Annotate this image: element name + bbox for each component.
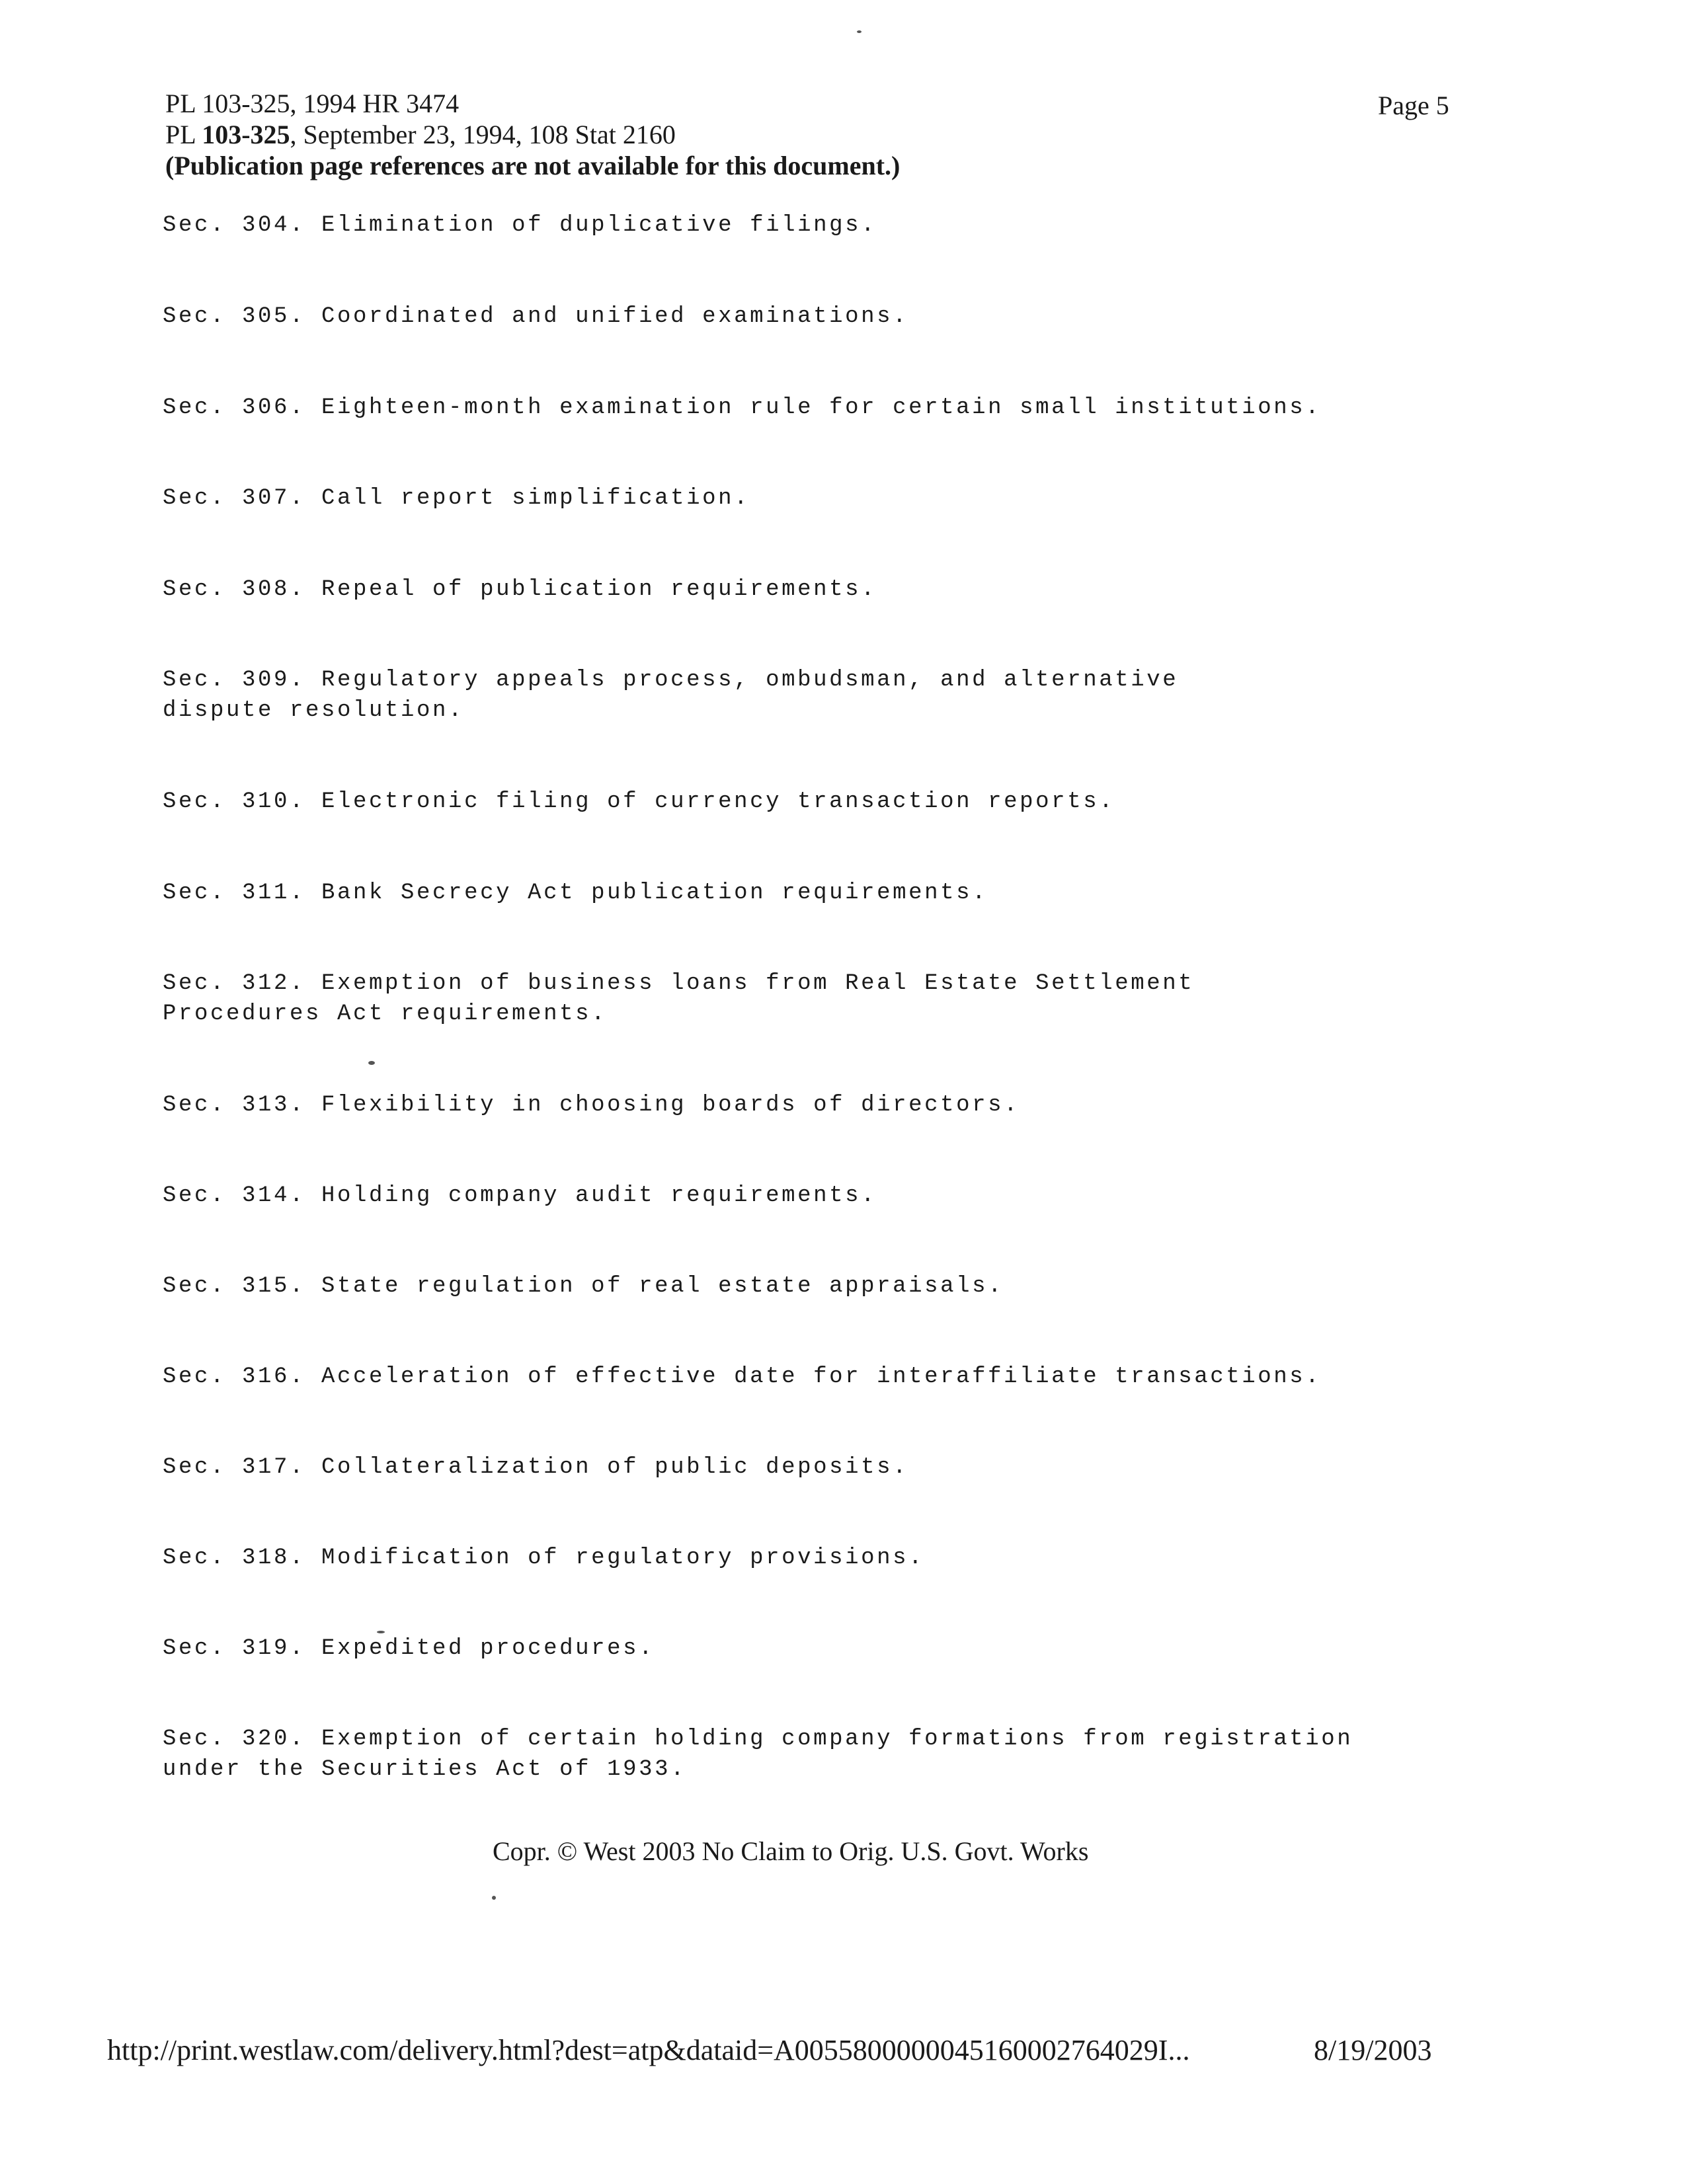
section-entry-313: Sec. 313. Flexibility in choosing boards of directors.	[163, 1093, 1020, 1118]
scan-speck	[377, 1631, 385, 1633]
header-pl-prefix: PL	[165, 120, 202, 149]
section-entry-319: Sec. 319. Expedited procedures.	[163, 1636, 655, 1661]
section-entry-316: Sec. 316. Acceleration of effective date for interaffiliate transactions.	[163, 1364, 1322, 1389]
section-entry-315: Sec. 315. State regulation of real estate appraisals.	[163, 1274, 1004, 1299]
section-entry-312: Sec. 312. Exemption of business loans from Real Estate Settlement Procedures Act requirements.	[163, 971, 1211, 1027]
footer-date: 8/19/2003	[1314, 2034, 1432, 2066]
section-entry-317: Sec. 317. Collateralization of public deposits.	[163, 1455, 909, 1480]
section-entry-305: Sec. 305. Coordinated and unified examinations.	[163, 304, 909, 329]
page-number: Page 5	[1378, 91, 1449, 120]
section-entry-320: Sec. 320. Exemption of certain holding company formations from registration under the Securities Act of 1933.	[163, 1727, 1369, 1782]
section-entry-307: Sec. 307. Call report simplification.	[163, 486, 750, 511]
header-citation: PL 103-325, 1994 HR 3474	[165, 89, 460, 118]
header-pl-number: 103-325	[202, 120, 290, 149]
scan-speck	[857, 30, 862, 33]
footer-url: http://print.westlaw.com/delivery.html?dest=atp&dataid=A0055800000045160002764029I...	[107, 2034, 1190, 2066]
section-entry-310: Sec. 310. Electronic filing of currency transaction reports.	[163, 789, 1115, 814]
section-entry-311: Sec. 311. Bank Secrecy Act publication requirements.	[163, 880, 988, 906]
section-entry-304: Sec. 304. Elimination of duplicative filings.	[163, 213, 877, 238]
header-publication-note: (Publication page references are not available for this document.)	[165, 151, 901, 180]
scan-speck	[368, 1061, 375, 1065]
header-pl-date: , September 23, 1994, 108 Stat 2160	[290, 120, 676, 149]
section-entry-314: Sec. 314. Holding company audit requirements.	[163, 1183, 877, 1208]
scan-speck	[492, 1896, 496, 1900]
header-public-law	[165, 119, 676, 151]
section-entry-318: Sec. 318. Modification of regulatory provisions.	[163, 1545, 925, 1571]
section-entry-308: Sec. 308. Repeal of publication requirements.	[163, 577, 877, 602]
section-entry-309: Sec. 309. Regulatory appeals process, ombudsman, and alternative dispute resolution.	[163, 668, 1195, 723]
section-entry-306: Sec. 306. Eighteen-month examination rule for certain small institutions.	[163, 395, 1322, 420]
copyright-notice: Copr. © West 2003 No Claim to Orig. U.S. Govt. Works	[493, 1836, 1089, 1866]
